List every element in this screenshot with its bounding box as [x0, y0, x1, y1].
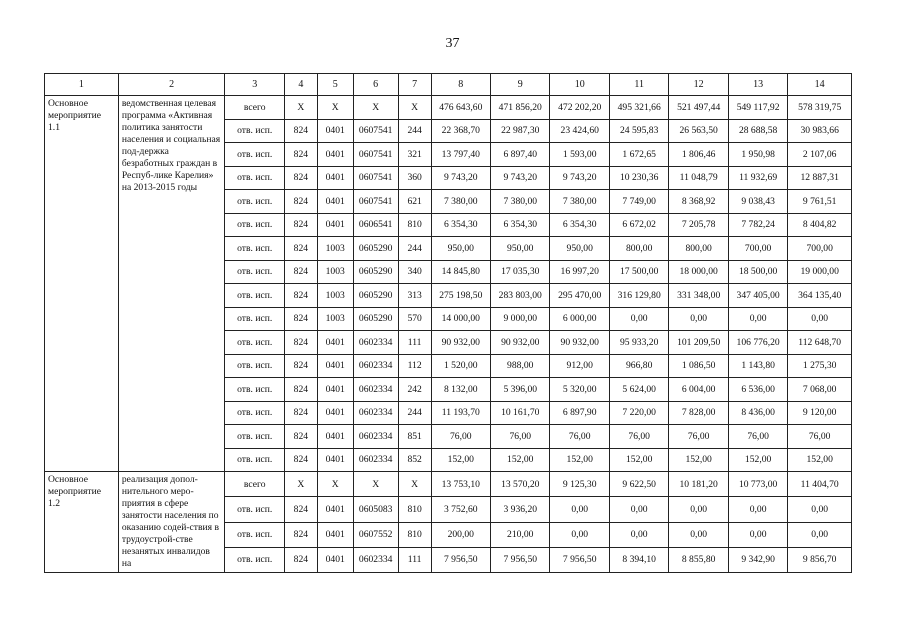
amount-cell: 1 672,65 — [609, 143, 668, 167]
code-cell: 810 — [398, 497, 431, 522]
code-cell: 242 — [398, 378, 431, 402]
code-cell: 0606541 — [353, 213, 398, 237]
amount-cell: 9 038,43 — [728, 190, 787, 214]
amount-cell: 347 405,00 — [728, 284, 787, 308]
row-type-cell: отв. исп. — [225, 448, 284, 472]
amount-cell: 950,00 — [550, 237, 609, 261]
amount-cell: 7 068,00 — [788, 378, 852, 402]
column-header-4: 4 — [284, 74, 317, 96]
column-header-8: 8 — [431, 74, 490, 96]
code-cell: 0605290 — [353, 307, 398, 331]
code-cell: 851 — [398, 425, 431, 449]
amount-cell: 6 004,00 — [669, 378, 728, 402]
amount-cell: 0,00 — [669, 522, 728, 547]
amount-cell: 9 743,20 — [550, 166, 609, 190]
code-cell: 0602334 — [353, 354, 398, 378]
code-cell: 570 — [398, 307, 431, 331]
code-cell: X — [284, 472, 317, 497]
code-cell: 0401 — [317, 522, 353, 547]
code-cell: 824 — [284, 378, 317, 402]
row-type-cell: отв. исп. — [225, 284, 284, 308]
amount-cell: 76,00 — [609, 425, 668, 449]
amount-cell: 5 624,00 — [609, 378, 668, 402]
amount-cell: 5 396,00 — [491, 378, 550, 402]
table-body — [45, 96, 852, 573]
row-type-cell: отв. исп. — [225, 307, 284, 331]
amount-cell: 76,00 — [669, 425, 728, 449]
amount-cell: 24 595,83 — [609, 119, 668, 143]
amount-cell: 7 380,00 — [550, 190, 609, 214]
amount-cell: 17 500,00 — [609, 260, 668, 284]
amount-cell: 8 436,00 — [728, 401, 787, 425]
amount-cell: 9 743,20 — [431, 166, 490, 190]
code-cell: 0401 — [317, 547, 353, 572]
amount-cell: 7 956,50 — [431, 547, 490, 572]
code-cell: X — [317, 96, 353, 120]
amount-cell: 90 932,00 — [550, 331, 609, 355]
column-header-7: 7 — [398, 74, 431, 96]
amount-cell: 472 202,20 — [550, 96, 609, 120]
column-header-10: 10 — [550, 74, 609, 96]
amount-cell: 22 368,70 — [431, 119, 490, 143]
amount-cell: 283 803,00 — [491, 284, 550, 308]
code-cell: 0602334 — [353, 378, 398, 402]
code-cell: 810 — [398, 522, 431, 547]
code-cell: 0607541 — [353, 143, 398, 167]
code-cell: 824 — [284, 448, 317, 472]
column-header-3: 3 — [225, 74, 284, 96]
amount-cell: 5 320,00 — [550, 378, 609, 402]
amount-cell: 19 000,00 — [788, 260, 852, 284]
row-type-cell: отв. исп. — [225, 119, 284, 143]
amount-cell: 9 000,00 — [491, 307, 550, 331]
code-cell: 244 — [398, 237, 431, 261]
column-header-6: 6 — [353, 74, 398, 96]
amount-cell: 966,80 — [609, 354, 668, 378]
amount-cell: 0,00 — [728, 497, 787, 522]
row-type-cell: отв. исп. — [225, 213, 284, 237]
code-cell: 1003 — [317, 307, 353, 331]
code-cell: 0605083 — [353, 497, 398, 522]
amount-cell: 912,00 — [550, 354, 609, 378]
code-cell: 810 — [398, 213, 431, 237]
column-header-12: 12 — [669, 74, 728, 96]
row-type-cell: отв. исп. — [225, 378, 284, 402]
amount-cell: 0,00 — [788, 522, 852, 547]
amount-cell: 9 622,50 — [609, 472, 668, 497]
code-cell: 0607541 — [353, 119, 398, 143]
amount-cell: 0,00 — [788, 307, 852, 331]
code-cell: 1003 — [317, 260, 353, 284]
amount-cell: 76,00 — [431, 425, 490, 449]
row-type-cell: отв. исп. — [225, 166, 284, 190]
amount-cell: 1 086,50 — [669, 354, 728, 378]
amount-cell: 0,00 — [669, 497, 728, 522]
code-cell: 824 — [284, 284, 317, 308]
amount-cell: 7 220,00 — [609, 401, 668, 425]
code-cell: 111 — [398, 331, 431, 355]
measure-name: Основное мероприятие 1.2 — [45, 472, 119, 573]
code-cell: 824 — [284, 166, 317, 190]
row-type-cell: отв. исп. — [225, 190, 284, 214]
code-cell: 244 — [398, 401, 431, 425]
table-header — [45, 74, 852, 96]
amount-cell: 76,00 — [788, 425, 852, 449]
code-cell: 0401 — [317, 448, 353, 472]
amount-cell: 28 688,58 — [728, 119, 787, 143]
amount-cell: 210,00 — [491, 522, 550, 547]
code-cell: X — [284, 96, 317, 120]
code-cell: 0605290 — [353, 260, 398, 284]
amount-cell: 6 672,02 — [609, 213, 668, 237]
amount-cell: 0,00 — [788, 497, 852, 522]
amount-cell: 152,00 — [788, 448, 852, 472]
amount-cell: 7 956,50 — [491, 547, 550, 572]
amount-cell: 200,00 — [431, 522, 490, 547]
amount-cell: 331 348,00 — [669, 284, 728, 308]
amount-cell: 6 354,30 — [550, 213, 609, 237]
code-cell: 321 — [398, 143, 431, 167]
amount-cell: 316 129,80 — [609, 284, 668, 308]
amount-cell: 6 354,30 — [491, 213, 550, 237]
code-cell: 0607541 — [353, 190, 398, 214]
amount-cell: 23 424,60 — [550, 119, 609, 143]
amount-cell: 950,00 — [431, 237, 490, 261]
code-cell: 244 — [398, 119, 431, 143]
amount-cell: 0,00 — [550, 497, 609, 522]
row-type-cell: отв. исп. — [225, 260, 284, 284]
amount-cell: 95 933,20 — [609, 331, 668, 355]
column-header-1: 1 — [45, 74, 119, 96]
amount-cell: 8 404,82 — [788, 213, 852, 237]
program-name: реализация допол-нительного меро-приятия в сфере занятости населения по оказанию содей-ствия в трудоустрой-стве незанятых инвалидов на — [118, 472, 225, 573]
amount-cell: 30 983,66 — [788, 119, 852, 143]
amount-cell: 6 000,00 — [550, 307, 609, 331]
amount-cell: 7 782,24 — [728, 213, 787, 237]
amount-cell: 495 321,66 — [609, 96, 668, 120]
row-type-cell: отв. исп. — [225, 331, 284, 355]
amount-cell: 9 125,30 — [550, 472, 609, 497]
code-cell: 824 — [284, 497, 317, 522]
amount-cell: 7 828,00 — [669, 401, 728, 425]
amount-cell: 14 845,80 — [431, 260, 490, 284]
code-cell: 621 — [398, 190, 431, 214]
amount-cell: 6 897,90 — [550, 401, 609, 425]
code-cell: 824 — [284, 143, 317, 167]
amount-cell: 3 752,60 — [431, 497, 490, 522]
column-header-14: 14 — [788, 74, 852, 96]
table-row — [45, 96, 852, 120]
amount-cell: 18 500,00 — [728, 260, 787, 284]
code-cell: 0401 — [317, 190, 353, 214]
amount-cell: 295 470,00 — [550, 284, 609, 308]
code-cell: 112 — [398, 354, 431, 378]
amount-cell: 18 000,00 — [669, 260, 728, 284]
code-cell: 0602334 — [353, 401, 398, 425]
amount-cell: 76,00 — [491, 425, 550, 449]
code-cell: X — [317, 472, 353, 497]
amount-cell: 14 000,00 — [431, 307, 490, 331]
amount-cell: 6 897,40 — [491, 143, 550, 167]
amount-cell: 988,00 — [491, 354, 550, 378]
amount-cell: 800,00 — [669, 237, 728, 261]
code-cell: 313 — [398, 284, 431, 308]
amount-cell: 7 205,78 — [669, 213, 728, 237]
amount-cell: 10 161,70 — [491, 401, 550, 425]
code-cell: 111 — [398, 547, 431, 572]
amount-cell: 364 135,40 — [788, 284, 852, 308]
amount-cell: 1 593,00 — [550, 143, 609, 167]
amount-cell: 7 380,00 — [431, 190, 490, 214]
code-cell: 824 — [284, 307, 317, 331]
row-type-cell: всего — [225, 96, 284, 120]
code-cell: 0401 — [317, 119, 353, 143]
amount-cell: 9 856,70 — [788, 547, 852, 572]
code-cell: 0602334 — [353, 331, 398, 355]
code-cell: 1003 — [317, 284, 353, 308]
code-cell: 824 — [284, 425, 317, 449]
code-cell: 824 — [284, 547, 317, 572]
column-header-13: 13 — [728, 74, 787, 96]
amount-cell: 9 761,51 — [788, 190, 852, 214]
amount-cell: 0,00 — [728, 522, 787, 547]
amount-cell: 9 120,00 — [788, 401, 852, 425]
program-name: ведомственная целевая программа «Активная политика занятости населения и социальная под-держка безработных граждан в Респуб-лике Карелия» на 2013-2015 годы — [118, 96, 225, 472]
code-cell: 824 — [284, 119, 317, 143]
code-cell: X — [398, 96, 431, 120]
code-cell: 824 — [284, 522, 317, 547]
amount-cell: 0,00 — [609, 307, 668, 331]
amount-cell: 10 181,20 — [669, 472, 728, 497]
code-cell: X — [353, 472, 398, 497]
code-cell: 824 — [284, 213, 317, 237]
amount-cell: 13 570,20 — [491, 472, 550, 497]
amount-cell: 0,00 — [728, 307, 787, 331]
code-cell: 1003 — [317, 237, 353, 261]
code-cell: 0401 — [317, 354, 353, 378]
amount-cell: 700,00 — [728, 237, 787, 261]
amount-cell: 521 497,44 — [669, 96, 728, 120]
amount-cell: 2 107,06 — [788, 143, 852, 167]
amount-cell: 152,00 — [550, 448, 609, 472]
amount-cell: 152,00 — [669, 448, 728, 472]
amount-cell: 8 855,80 — [669, 547, 728, 572]
amount-cell: 549 117,92 — [728, 96, 787, 120]
amount-cell: 11 932,69 — [728, 166, 787, 190]
amount-cell: 0,00 — [609, 522, 668, 547]
amount-cell: 90 932,00 — [491, 331, 550, 355]
amount-cell: 9 342,90 — [728, 547, 787, 572]
table-row — [45, 472, 852, 497]
code-cell: 0401 — [317, 401, 353, 425]
amount-cell: 7 380,00 — [491, 190, 550, 214]
amount-cell: 13 753,10 — [431, 472, 490, 497]
amount-cell: 0,00 — [609, 497, 668, 522]
amount-cell: 1 143,80 — [728, 354, 787, 378]
amount-cell: 152,00 — [728, 448, 787, 472]
column-header-9: 9 — [491, 74, 550, 96]
amount-cell: 76,00 — [550, 425, 609, 449]
amount-cell: 7 956,50 — [550, 547, 609, 572]
code-cell: 824 — [284, 331, 317, 355]
amount-cell: 90 932,00 — [431, 331, 490, 355]
amount-cell: 700,00 — [788, 237, 852, 261]
amount-cell: 12 887,31 — [788, 166, 852, 190]
code-cell: 0605290 — [353, 284, 398, 308]
amount-cell: 76,00 — [728, 425, 787, 449]
amount-cell: 950,00 — [491, 237, 550, 261]
amount-cell: 3 936,20 — [491, 497, 550, 522]
amount-cell: 11 048,79 — [669, 166, 728, 190]
row-type-cell: отв. исп. — [225, 354, 284, 378]
row-type-cell: отв. исп. — [225, 497, 284, 522]
page-number: 37 — [445, 36, 460, 51]
amount-cell: 6 536,00 — [728, 378, 787, 402]
amount-cell: 101 209,50 — [669, 331, 728, 355]
code-cell: 824 — [284, 260, 317, 284]
code-cell: 0401 — [317, 497, 353, 522]
code-cell: 340 — [398, 260, 431, 284]
code-cell: 0607541 — [353, 166, 398, 190]
amount-cell: 6 354,30 — [431, 213, 490, 237]
amount-cell: 471 856,20 — [491, 96, 550, 120]
amount-cell: 476 643,60 — [431, 96, 490, 120]
amount-cell: 9 743,20 — [491, 166, 550, 190]
code-cell: 852 — [398, 448, 431, 472]
header-row — [45, 74, 852, 96]
amount-cell: 8 132,00 — [431, 378, 490, 402]
amount-cell: 1 950,98 — [728, 143, 787, 167]
amount-cell: 800,00 — [609, 237, 668, 261]
amount-cell: 10 230,36 — [609, 166, 668, 190]
code-cell: 0602334 — [353, 425, 398, 449]
code-cell: 824 — [284, 401, 317, 425]
column-header-2: 2 — [118, 74, 225, 96]
code-cell: X — [353, 96, 398, 120]
code-cell: 824 — [284, 190, 317, 214]
amount-cell: 275 198,50 — [431, 284, 490, 308]
amount-cell: 17 035,30 — [491, 260, 550, 284]
code-cell: 0607552 — [353, 522, 398, 547]
amount-cell: 152,00 — [431, 448, 490, 472]
amount-cell: 11 404,70 — [788, 472, 852, 497]
column-header-5: 5 — [317, 74, 353, 96]
amount-cell: 26 563,50 — [669, 119, 728, 143]
amount-cell: 11 193,70 — [431, 401, 490, 425]
amount-cell: 7 749,00 — [609, 190, 668, 214]
amount-cell: 1 520,00 — [431, 354, 490, 378]
code-cell: 0602334 — [353, 448, 398, 472]
budget-table — [44, 73, 852, 573]
amount-cell: 8 368,92 — [669, 190, 728, 214]
row-type-cell: всего — [225, 472, 284, 497]
amount-cell: 22 987,30 — [491, 119, 550, 143]
amount-cell: 106 776,20 — [728, 331, 787, 355]
row-type-cell: отв. исп. — [225, 522, 284, 547]
code-cell: 0605290 — [353, 237, 398, 261]
row-type-cell: отв. исп. — [225, 425, 284, 449]
code-cell: 0401 — [317, 166, 353, 190]
code-cell: 0401 — [317, 331, 353, 355]
code-cell: 824 — [284, 354, 317, 378]
code-cell: 360 — [398, 166, 431, 190]
amount-cell: 152,00 — [609, 448, 668, 472]
amount-cell: 1 275,30 — [788, 354, 852, 378]
amount-cell: 0,00 — [669, 307, 728, 331]
code-cell: 0401 — [317, 213, 353, 237]
amount-cell: 112 648,70 — [788, 331, 852, 355]
row-type-cell: отв. исп. — [225, 237, 284, 261]
amount-cell: 1 806,46 — [669, 143, 728, 167]
row-type-cell: отв. исп. — [225, 401, 284, 425]
code-cell: 824 — [284, 237, 317, 261]
amount-cell: 578 319,75 — [788, 96, 852, 120]
amount-cell: 16 997,20 — [550, 260, 609, 284]
code-cell: 0401 — [317, 378, 353, 402]
row-type-cell: отв. исп. — [225, 143, 284, 167]
amount-cell: 10 773,00 — [728, 472, 787, 497]
amount-cell: 0,00 — [550, 522, 609, 547]
code-cell: 0602334 — [353, 547, 398, 572]
code-cell: 0401 — [317, 143, 353, 167]
column-header-11: 11 — [609, 74, 668, 96]
row-type-cell: отв. исп. — [225, 547, 284, 572]
amount-cell: 8 394,10 — [609, 547, 668, 572]
amount-cell: 13 797,40 — [431, 143, 490, 167]
code-cell: 0401 — [317, 425, 353, 449]
code-cell: X — [398, 472, 431, 497]
measure-name: Основное мероприятие 1.1 — [45, 96, 119, 472]
amount-cell: 152,00 — [491, 448, 550, 472]
